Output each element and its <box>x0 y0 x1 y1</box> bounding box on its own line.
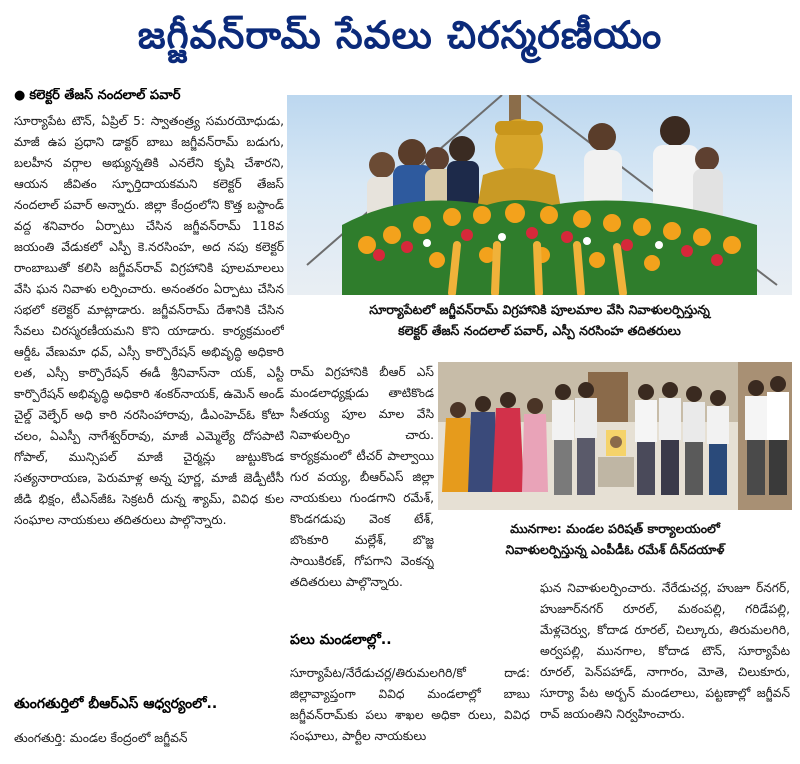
article-paragraph: సూర్యాపేట/నేరేడుచర్ల/తిరుమలగిరి/కో దాడ: జిల్లావ్యాప్తంగా వివిధ మండలాల్లో బాబు జగ్జీవన్‌రామ్‌కు పలు శాఖల అధికా రులు, వివిధ సంఘాలు, పార్టీల నాయకులు <box>290 666 530 743</box>
article-column-tungaturthi <box>14 728 284 758</box>
caption-line: మునగాల: మండల పరిషత్ కార్యాలయంలో <box>510 521 720 536</box>
article-paragraph: రామ్ విగ్రహానికి బీఆర్ ఎస్ మండలాధ్యక్షుడు తాటికొండ సీతయ్య పూల మాల వేసి నివాళులర్పిం చారు. కార్యక్రమంలో టీచర్ పాల్వాయి గుర వయ్య, బీఆర్ఎస్ జిల్లా నాయకులు గుండగాని రమేశ్, కొండగడుపు వెంక టేశ్, బొంకూరి మల్లేశ్, బొజ్జ సాయికిరణ్, గోపగాని వెంకన్న తదితరులు పాల్గొన్నారు. <box>290 365 434 589</box>
photo-caption-2 <box>438 518 792 566</box>
article-paragraph: సూర్యాపేట టౌన్, ఏప్రిల్ 5: స్వాతంత్ర్య సమరయోధుడు, మాజీ ఉప ప్రధాని డాక్టర్ బాబు జగ్జీవన్‌రామ్ బడుగు, బలహీన వర్గాల అభ్యున్నతికి ఎనలేని కృషి చేశారని, ఆయన జీవితం స్ఫూర్తిదాయకమని కలెక్టర్ తేజస్ నందలాల్ పవార్ అన్నారు. జిల్లా కేంద్రంలోని కొత్త బస్టాండ్ వద్ద శనివారం ఏర్పాటు చేసిన జగ్జీవన్‌రామ్ 118వ జయంతి వేడుకలో ఎస్పీ కె.నరసింహ, అద నపు కలెక్టర్ రాంబాబుతో కలిసి జగ్జీవన్‌రావ్ విగ్రహానికి పూలమాలలు వేసి ఘన నివాళు లర్పించారు. అనంతరం ఏర్పాటు చేసిన సభలో కలెక్టర్ మాట్లాడారు. జగ్జీవన్‌రామ్ దేశానికి చేసిన సేవలు చిరస్మరణీయమని కొని యాడారు. కార్యక్రమంలో ఆర్డీఓ వేణుమా ధవ్, ఎస్సీ కార్పొరేషన్ అభివృద్ధి అధికారి లత, ఎస్సీ కార్పొరేషన్ ఈడీ శ్రీనివాస్‌నా యక్, ఎస్టీ కార్పొరేషన్ అభివృద్ధి అధికారి శంకర్‌నాయక్, ఉమెన్ అండ్ చైల్డ్ వెల్ఫేర్ అధి కారి నరసింహారావు, డీఎంహెచ్ఓ కోటా చలం, ఏఎస్పీ నాగేశ్వర్‌రావు, మాజీ ఎమ్మెల్యే దోసపాటి గోపాల్, మున్సిపల్ మాజీ చైర్మన్లు జుట్టుకొండ సత్యనారాయణ, పెరుమాళ్ల అన్న పూర్ణ, మాజీ జెడ్పీటీసీ జీడి భిక్షం, టీఎన్‌జీఓ సెక్రటరీ దున్న శ్యామ్, వివిధ కుల సంఘాల నాయకులు తదితరులు పాల్గొన్నారు. <box>14 114 284 527</box>
subheading-mandals: పలు మండలాల్లో.. <box>290 632 392 648</box>
photo-caption-1 <box>287 299 792 349</box>
bullet-icon: ● <box>14 88 26 103</box>
statue-photo-illustration <box>287 95 792 295</box>
subheading-tungaturthi: తుంగతుర్తిలో బీఆర్ఎస్ ఆధ్వర్యంలో.. <box>14 696 218 712</box>
article-column-1 <box>14 111 284 691</box>
article-column-3 <box>290 663 530 758</box>
caption-line: నివాళులర్పిస్తున్న ఎంపీడీఓ రమేశ్ దీన్‌దయాళ్ <box>505 542 725 557</box>
group-photo-illustration <box>438 362 792 510</box>
caption-line: కలెక్టర్ తేజస్ నందలాల్ పవార్, ఎస్పీ నరసింహ తదితరులు <box>398 323 681 338</box>
caption-line: సూర్యాపేటలో జగ్జీవన్‌రామ్ విగ్రహానికి పూలమాల వేసి నివాళులర్పిస్తున్న <box>369 302 710 317</box>
group-tribute-photo <box>438 362 792 510</box>
article-paragraph: ఘన నివాళులర్పించారు. నేరేడుచర్ల, హుజూ ర్‌నగర్, హుజూర్‌నగర్ రూరల్, మఠంపల్లి, గరిడేపల్లి, మేళ్లచెర్వు, కోదాడ రూరల్, చిల్కూరు, తిరుమలగిరి, అర్వపల్లి, మునగాల, కోదాడ టౌన్, సూర్యాపేట రూరల్, పెన్‌పహాడ్, నాగారం, మోతె, చిలుకూరు, సూర్యా పేట అర్బన్ మండలాలు, పట్టణాల్లో జగ్జీవన్ రావ్ జయంతిని నిర్వహించారు. <box>540 581 790 721</box>
byline <box>14 88 284 106</box>
article-column-4 <box>540 578 790 758</box>
article-column-2 <box>290 362 434 624</box>
byline-text: కలెక్టర్ తేజస్ నందలాల్ పవార్ <box>29 88 181 103</box>
statue-tribute-photo <box>287 95 792 295</box>
article-paragraph: తుంగతుర్తి: మండల కేంద్రంలో జగ్జీవన్ <box>14 731 188 745</box>
headline: జగ్జీవన్‌రామ్ సేవలు చిరస్మరణీయం <box>137 13 663 57</box>
